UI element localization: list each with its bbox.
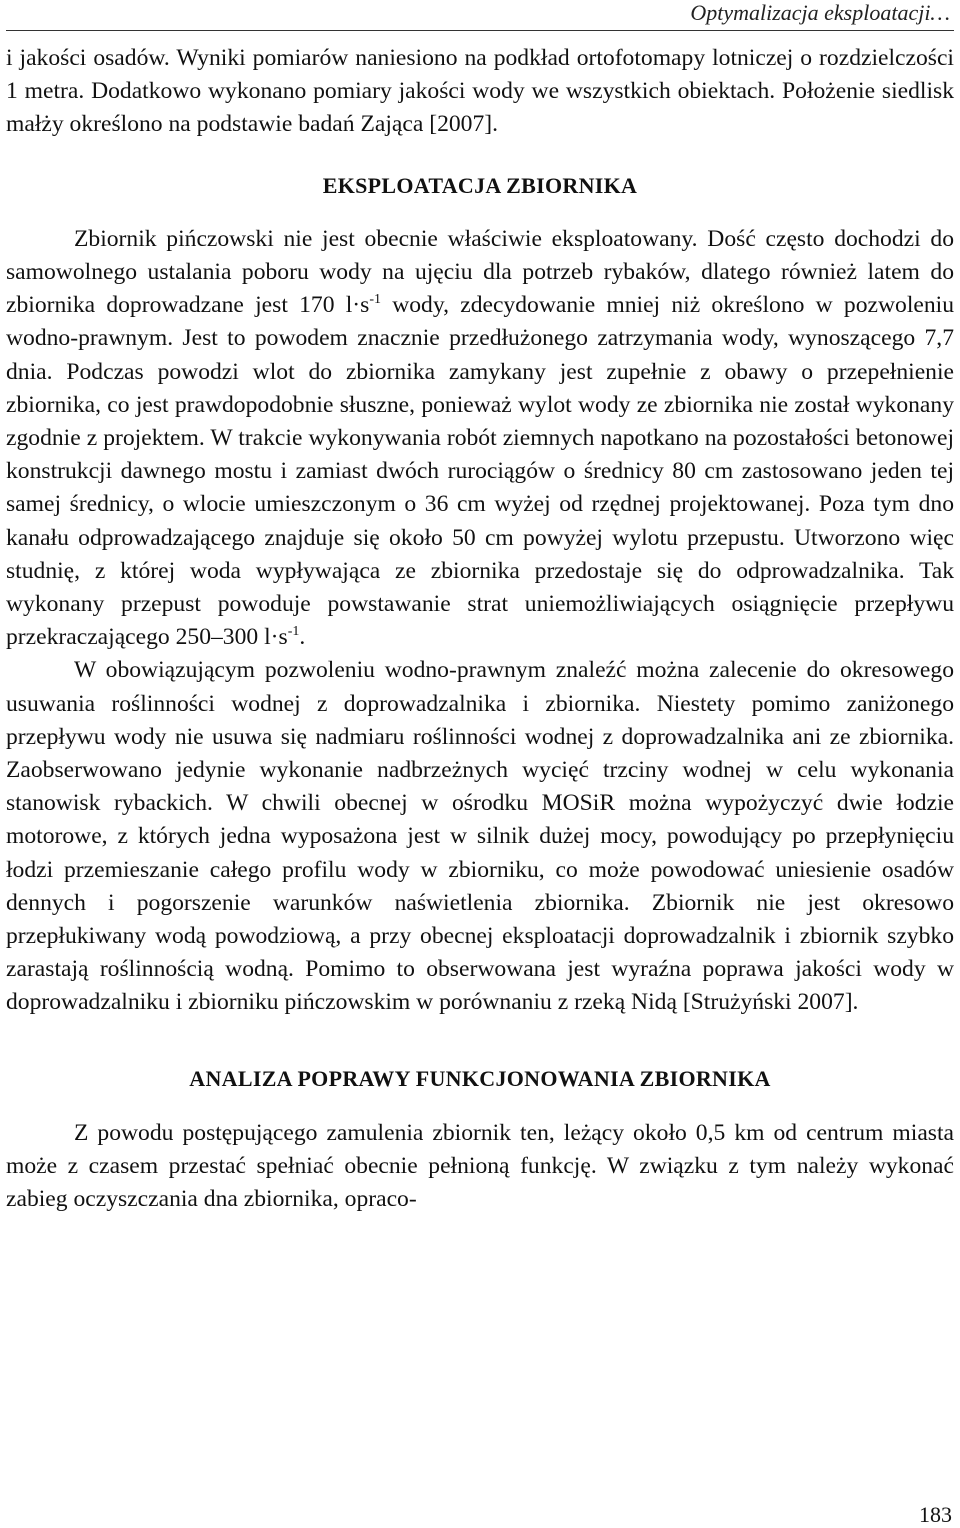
- page-number: 183: [919, 1502, 952, 1527]
- section-heading-analiza: ANALIZA POPRAWY FUNKCJONOWANIA ZBIORNIKA: [189, 1065, 771, 1091]
- paragraph-pozwolenie: W obowiązującym pozwoleniu wodno-prawnym znaleźć można zalecenie do okresowego usuwania roślinności wodnej z doprowadzalnika i zbiornika. Niestety pomimo zaniżonego przepływu wody nie usuwa się nadmiaru roślinności wodnej z doprowadzalnika ani ze zbiornika. Zaobserwowano jedynie wykonanie nadbrzeżnych wycięć trzciny wodnej w celu wykonania stanowisk rybackich. W chwili obecnej w ośrodku MOSiR można wypożyczyć dwie łodzie motorowe, z których jedna wyposażona jest w silnik dużej mocy, powodujący po przepłynięciu łodzi przemieszanie całego profilu wody w zbiorniku, co może powodować uniesienie osadów dennych i pogorszenie warunków naświetlenia zbiornika. Zbiornik nie jest okresowo przepłukiwany wodą powodziową, a przy obecnej eksploatacji doprowadzalnik i zbiornik szybko zarastają roślinnością wodną. Pomimo to obserwowana jest wyraźna poprawa jakości wody w doprowadzalniku i zbiorniku pińczowskim w porównaniu z rzeką Nidą [Strużyński 2007].: [6, 657, 954, 1016]
- paragraph-eksploatacja-part1: Zbiornik pińczowski nie jest obecnie właściwie eksploatowany. Dość często dochodzi do samowolnego ustalania poboru wody na ujęciu dla potrzeb rybaków, dlatego również latem do zbiornika doprowadzane jest 170 l·s: [6, 225, 954, 319]
- section-heading-eksploatacja: EKSPLOATACJA ZBIORNIKA: [322, 172, 638, 198]
- paragraph-intro: i jakości osadów. Wyniki pomiarów naniesiono na podkład ortofotomapy lotniczej o rozdzielczości 1 metra. Dodatkowo wykonano pomiary jakości wody we wszystkich obiektach. Położenie siedlisk małży określono na podstawie badań Zająca [2007].: [6, 45, 954, 138]
- paragraph-eksploatacja-part3: .: [299, 624, 306, 651]
- superscript-minus-one: -1: [287, 624, 300, 640]
- paragraph-analiza: Z powodu postępującego zamulenia zbiornik ten, leżący około 0,5 km od centrum miasta może z czasem przestać spełniać obecnie pełnioną funkcję. W związku z tym należy wykonać zabieg oczyszczania dna zbiornika, opraco-: [6, 1119, 954, 1213]
- header-rule: [6, 30, 954, 31]
- paragraph-eksploatacja: [6, 223, 954, 655]
- body-text: [6, 42, 954, 1217]
- paragraph-eksploatacja-part2: wody, zdecydowanie mniej niż określono w pozwoleniu wodno-prawnym. Jest to powodem znacznie przedłużonego zatrzymania wody, wynoszącego 7,7 dnia. Podczas powodzi wlot do zbiornika zamykany jest zupełnie z obawy o przepełnienie zbiornika, co jest prawdopodobnie słuszne, ponieważ wylot wody ze zbiornika nie został wykonany zgodnie z projektem. W trakcie wykonywania robót ziemnych napotkano na pozostałości betonowej konstrukcji dawnego mostu i zamiast dwóch rurociągów o średnicy 80 cm zastosowano jeden tej samej średnicy, o wlocie umieszczonym o 36 cm wyżej od rzędnej projektowanej. Poza tym dno kanału odprowadzającego znajduje się około 50 cm powyżej wylotu przepustu. Utworzono więc studnię, z której woda wypływająca ze zbiornika przedostaje się do odprowadzalnika. Tak wykonany przepust powoduje powstawanie strat uniemożliwiających osiągnięcie przepływu przekraczającego 250–300 l·s: [6, 292, 954, 651]
- running-head: Optymalizacja eksploatacji…: [690, 0, 950, 25]
- superscript-minus-one: -1: [369, 292, 381, 308]
